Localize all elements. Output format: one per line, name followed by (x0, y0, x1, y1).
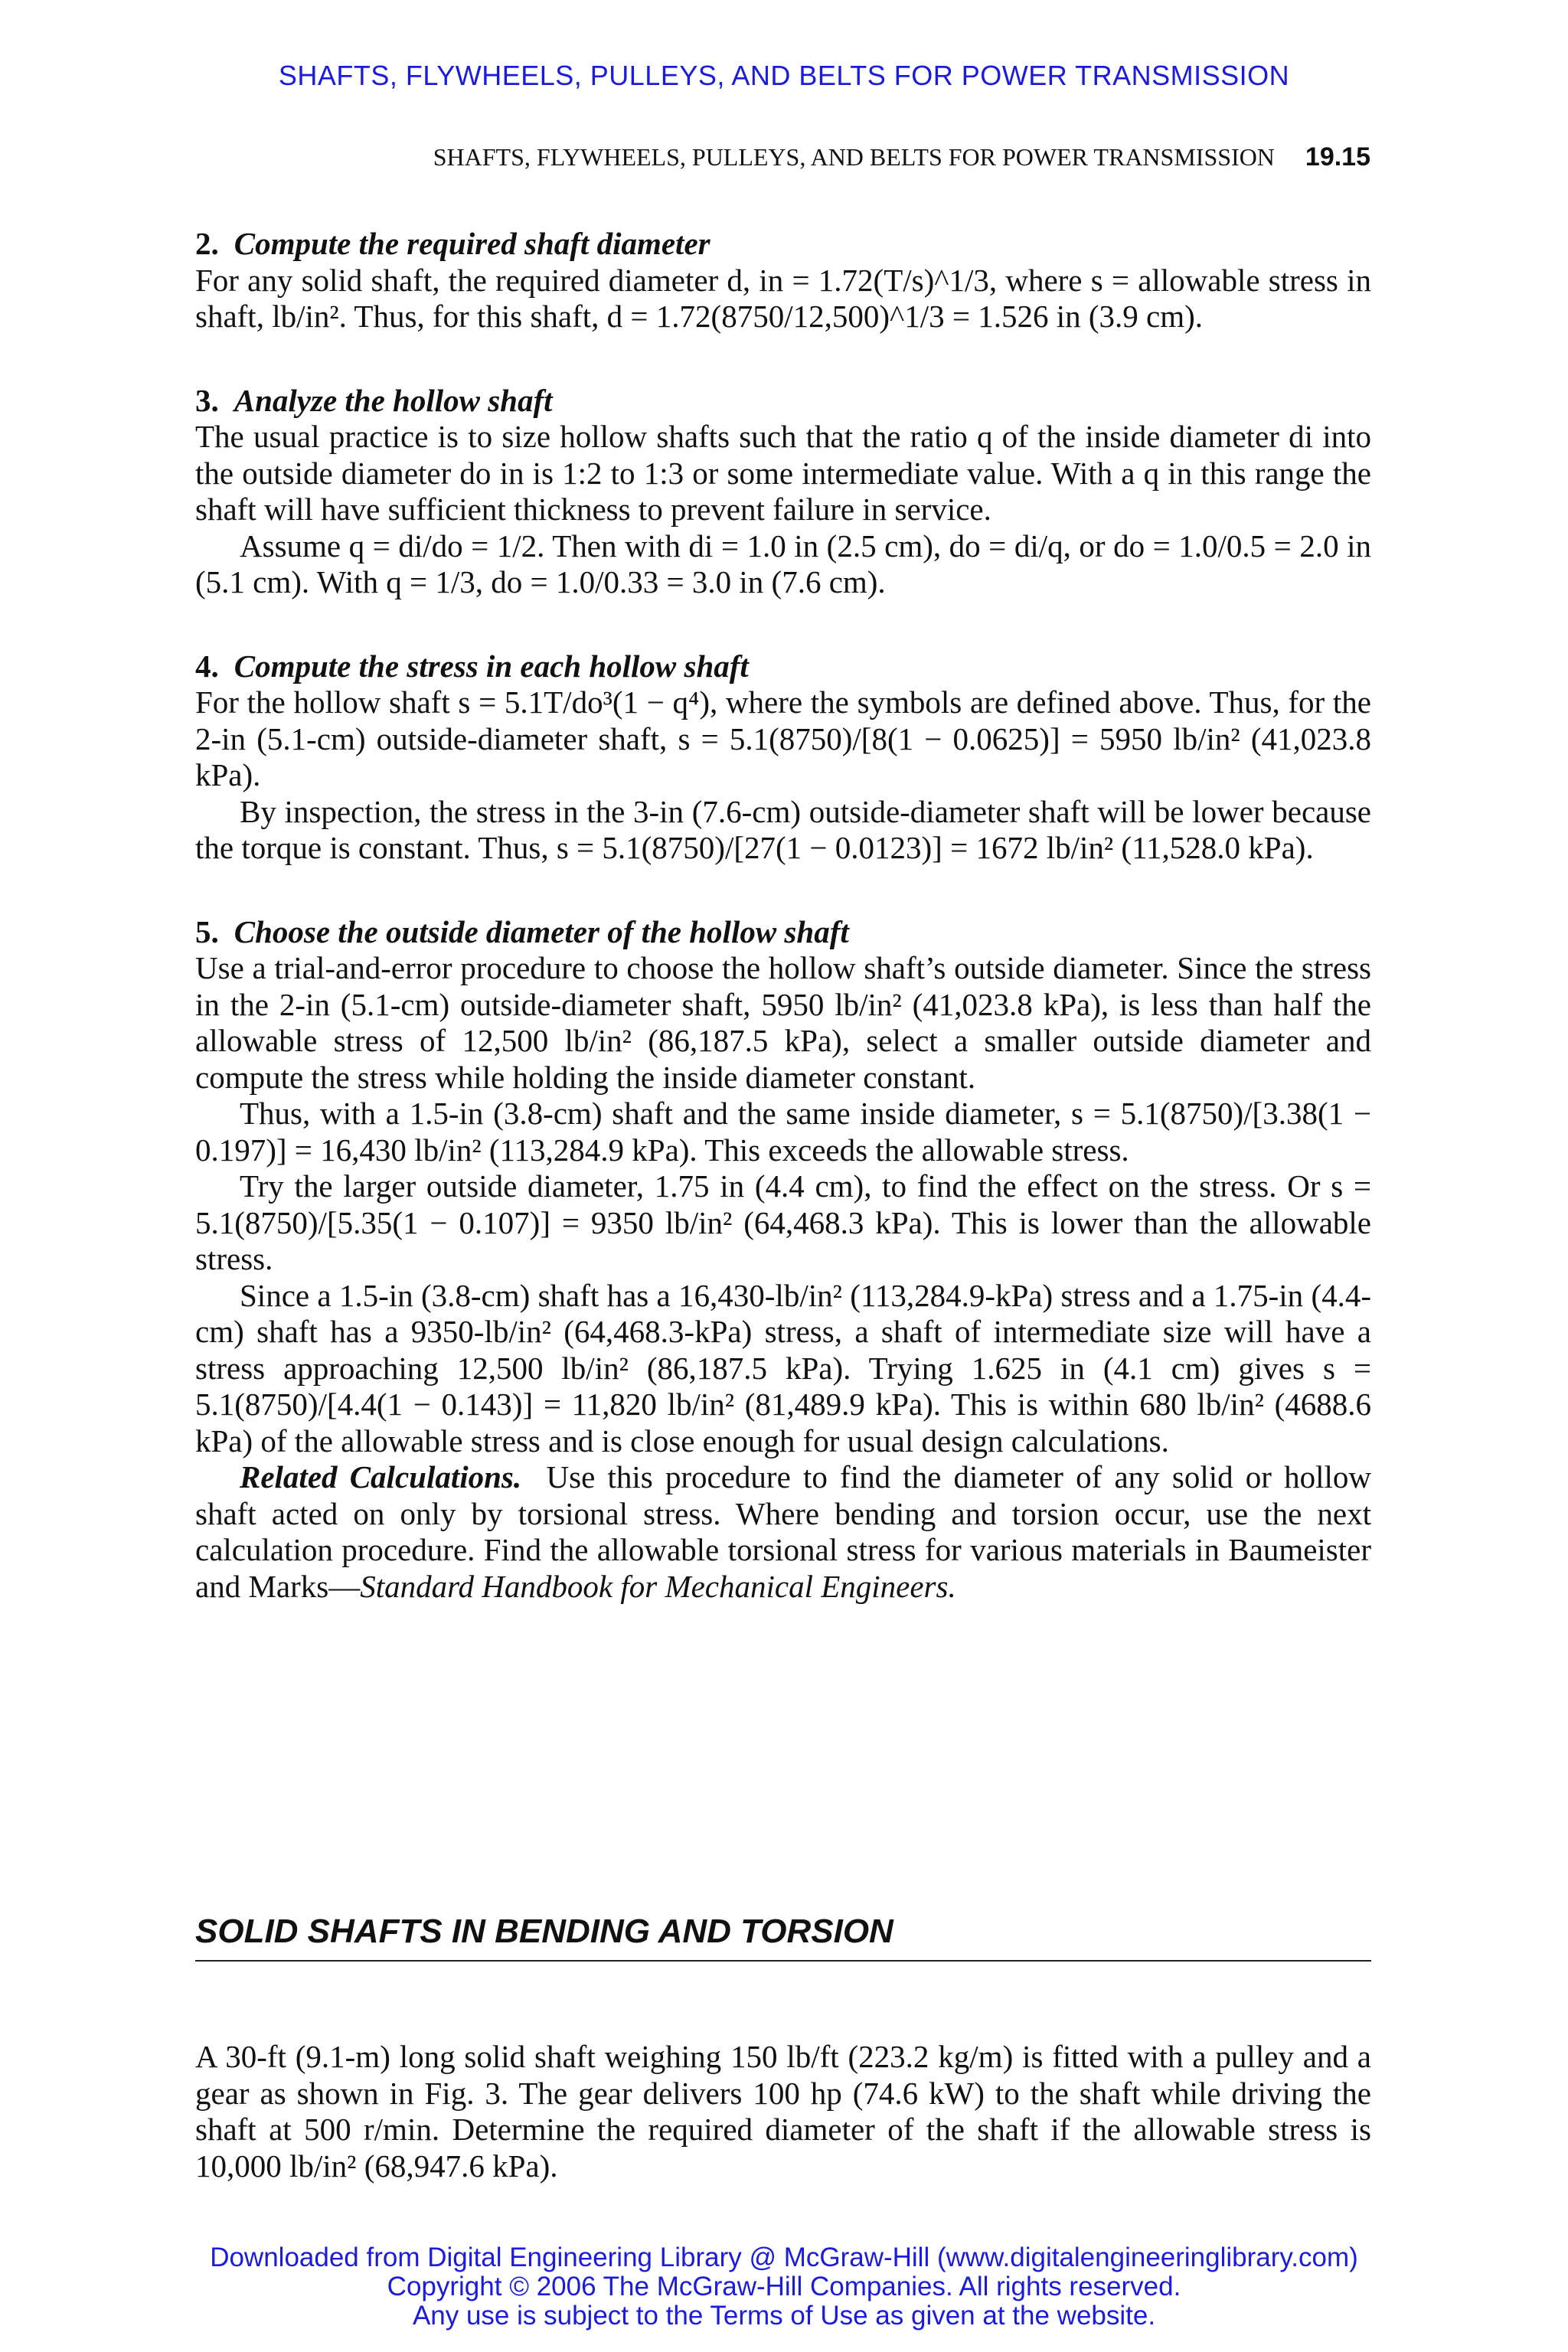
paragraph: Thus, with a 1.5-in (3.8-cm) shaft and the same inside diameter, s = 5.1(8750)/[3.38(1 − 0.197)] = 16,430 lb/in² (113,284.9 kPa). This exceeds the allowable stress. (195, 1096, 1371, 1168)
footer-terms: Any use is subject to the Terms of Use as given at the website. (412, 2301, 1156, 2331)
step-5-heading: 5. Choose the outside diameter of the hollow shaft (195, 913, 849, 949)
paragraph: For the hollow shaft s = 5.1T/do³(1 − q⁴), where the symbols are defined above. Thus, for the 2-in (5.1-cm) outside-diameter shaft, s = 5.1(8750)/[8(1 − 0.0625)] = 5950 lb/in² (41,023.8 kPa). (195, 684, 1371, 792)
related-text: Use this procedure to find the diameter of any solid or hollow shaft acted on only by torsional stress. Where bending and torsion occur, use the next calculation procedure. Find the allowable torsional stress for various materials in Baumeister and Marks— (195, 1459, 1372, 1604)
footer-download-link[interactable]: Downloaded from Digital Engineering Library @ McGraw-Hill (www.digitalengineeringlibrary.com) (210, 2243, 1358, 2272)
top-title-link[interactable]: SHAFTS, FLYWHEELS, PULLEYS, AND BELTS FOR POWER TRANSMISSION (278, 60, 1290, 91)
section-title: SOLID SHAFTS IN BENDING AND TORSION (195, 1913, 1371, 1962)
book-title: Standard Handbook for Mechanical Engineers. (360, 1568, 956, 1604)
step-3-heading: 3. Analyze the hollow shaft (195, 382, 553, 418)
problem-statement: A 30-ft (9.1-m) long solid shaft weighing 150 lb/ft (223.2 kg/m) is fitted with a pulley and a gear as shown in Fig. 3. The gear delivers 100 hp (74.6 kW) to the shaft while driving the shaft at 500 r/min. Determine the required diameter of the shaft if the allowable stress is 10,000 lb/in² (68,947.6 kPa). (195, 2039, 1371, 2184)
related-label: Related Calculations. (240, 1459, 522, 1494)
paragraph: By inspection, the stress in the 3-in (7.6-cm) outside-diameter shaft will be lower because the torque is constant. Thus, s = 5.1(8750)/[27(1 − 0.0123)] = 1672 lb/in² (11,528.0 kPa). (195, 793, 1371, 865)
paragraph: Since a 1.5-in (3.8-cm) shaft has a 16,430-lb/in² (113,284.9-kPa) stress and a 1.75-in (4.4-cm) shaft has a 9350-lb/in² (64,468.3-kPa) stress, a shaft of intermediate size will have a stress approaching 12,500 lb/in² (86,187.5 kPa). Trying 1.625 in (4.1 cm) gives s = 5.1(8750)/[4.4(1 − 0.143)] = 11,820 lb/in² (81,489.9 kPa). This is within 680 lb/in² (4688.6 kPa) of the allowable stress and is close enough for usual design calculations. (195, 1277, 1371, 1459)
page-number: 19.15 (1305, 142, 1370, 172)
running-head-title: SHAFTS, FLYWHEELS, PULLEYS, AND BELTS FOR POWER TRANSMISSION (433, 143, 1275, 171)
footer-copyright: Copyright © 2006 The McGraw-Hill Companies. All rights reserved. (387, 2272, 1181, 2301)
step-2-heading: 2. Compute the required shaft diameter (195, 226, 710, 261)
paragraph: Try the larger outside diameter, 1.75 in (4.4 cm), to find the effect on the stress. Or s = 5.1(8750)/[5.35(1 − 0.107)] = 9350 lb/in² (64,468.3 kPa). This is lower than the allowable stress. (195, 1168, 1371, 1276)
paragraph: For any solid shaft, the required diameter d, in = 1.72(T/s)^1/3, where s = allowable stress in shaft, lb/in². Thus, for this shaft, d = 1.72(8750/12,500)^1/3 = 1.526 in (3.9 cm). (195, 262, 1371, 334)
main-content (195, 226, 1371, 1605)
paragraph: Assume q = di/do = 1/2. Then with di = 1.0 in (2.5 cm), do = di/q, or do = 1.0/0.5 = 2.0 in (5.1 cm). With q = 1/3, do = 1.0/0.33 = 3.0 in (7.6 cm). (195, 528, 1371, 599)
related-calculations (195, 1459, 1371, 1605)
running-head (145, 142, 1370, 172)
paragraph: Use a trial-and-error procedure to choose the hollow shaft’s outside diameter. Since the stress in the 2-in (5.1-cm) outside-diameter shaft, 5950 lb/in² (41,023.8 kPa), is less than half the allowable stress of 12,500 lb/in² (86,187.5 kPa), select a smaller outside diameter and compute the stress while holding the inside diameter constant. (195, 950, 1371, 1095)
footer (0, 2243, 1568, 2331)
paragraph: The usual practice is to size hollow shafts such that the ratio q of the inside diameter di into the outside diameter do in is 1:2 to 1:3 or some intermediate value. With a q in this range the shaft will have sufficient thickness to prevent failure in service. (195, 419, 1371, 527)
step-4-heading: 4. Compute the stress in each hollow shaft (195, 648, 749, 684)
